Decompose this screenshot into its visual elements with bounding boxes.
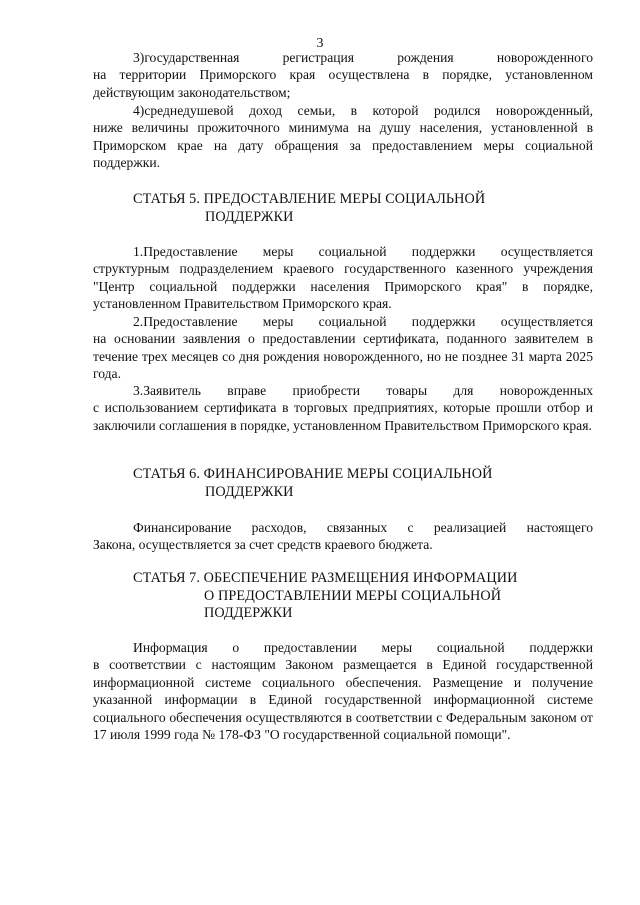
article-7-title-line1: СТАТЬЯ 7. ОБЕСПЕЧЕНИЕ РАЗМЕЩЕНИЯ ИНФОРМАЦИИ <box>133 570 518 586</box>
list-item-3-first-line: 3)государственная регистрация рождения новорожденного <box>133 50 593 65</box>
article-7-paragraph-1 <box>93 639 593 743</box>
article-5-heading <box>93 191 593 226</box>
article-7-p1-rest: в соответствии с настоящим Законом размещается в Единой государственной информационной системе социального обеспечения. Размещение и получение указанной информации в Единой государственной информационной системе социального обеспечения осуществляются в соответствии с Федеральным законом от 17 июля 1999 года № 178-ФЗ "О государственной социальной помощи". <box>93 657 593 743</box>
article-5-paragraph-1 <box>93 243 593 313</box>
article-5-p2-rest: на основании заявления о предоставлении сертификата, поданного заявителем в течение трех месяцев со дня рождения новорожденного, но не позднее 31 марта 2025 года. <box>93 331 593 382</box>
article-5-p2-first-line: 2.Предоставление меры социальной поддержки осуществляется <box>133 314 593 329</box>
article-7-title-line3: ПОДДЕРЖКИ <box>204 605 293 622</box>
article-6-title-line2: ПОДДЕРЖКИ <box>205 483 294 500</box>
article-7-p1-first-line: Информация о предоставлении меры социальной поддержки <box>133 640 593 655</box>
article-5-p3-rest: с использованием сертификата в торговых предприятиях, которые прошли отбор и заключили соглашения в порядке, установленном Правительством Приморского края. <box>93 400 593 433</box>
article-6-heading <box>93 466 593 501</box>
article-5-paragraph-3 <box>93 382 593 434</box>
article-6-p1-rest: Закона, осуществляется за счет средств краевого бюджета. <box>93 537 433 553</box>
article-5-p3-first-line: 3.Заявитель вправе приобрести товары для новорожденных <box>133 383 593 398</box>
article-7-title-line2: О ПРЕДОСТАВЛЕНИИ МЕРЫ СОЦИАЛЬНОЙ <box>204 587 502 604</box>
article-5-p1-first-line: 1.Предоставление меры социальной поддержки осуществляется <box>133 244 593 259</box>
page-number: 3 <box>316 36 324 51</box>
list-item-3-rest: на территории Приморского края осуществлена в порядке, установленном действующим законодательством; <box>93 67 593 100</box>
article-6-title-line1: СТАТЬЯ 6. ФИНАНСИРОВАНИЕ МЕРЫ СОЦИАЛЬНОЙ <box>133 466 493 482</box>
list-item-3 <box>93 49 593 101</box>
article-5-title-line2: ПОДДЕРЖКИ <box>205 208 294 225</box>
article-7-heading <box>93 570 593 623</box>
list-item-4 <box>93 102 593 172</box>
article-5-title-line1: СТАТЬЯ 5. ПРЕДОСТАВЛЕНИЕ МЕРЫ СОЦИАЛЬНОЙ <box>133 191 486 207</box>
article-6-paragraph-1 <box>93 519 593 554</box>
list-item-4-rest: ниже величины прожиточного минимума на душу населения, установленной в Приморском крае на дату обращения за предоставлением меры социальной поддержки. <box>93 120 593 171</box>
article-5-p1-rest: структурным подразделением краевого государственного казенного учреждения "Центр социальной поддержки населения Приморского края" в порядке, установленном Правительством Приморского края. <box>93 261 593 312</box>
article-6-p1-first-line: Финансирование расходов, связанных с реализацией настоящего <box>133 520 593 535</box>
list-item-4-first-line: 4)среднедушевой доход семьи, в которой родился новорожденный, <box>133 103 593 118</box>
article-5-paragraph-2 <box>93 313 593 383</box>
